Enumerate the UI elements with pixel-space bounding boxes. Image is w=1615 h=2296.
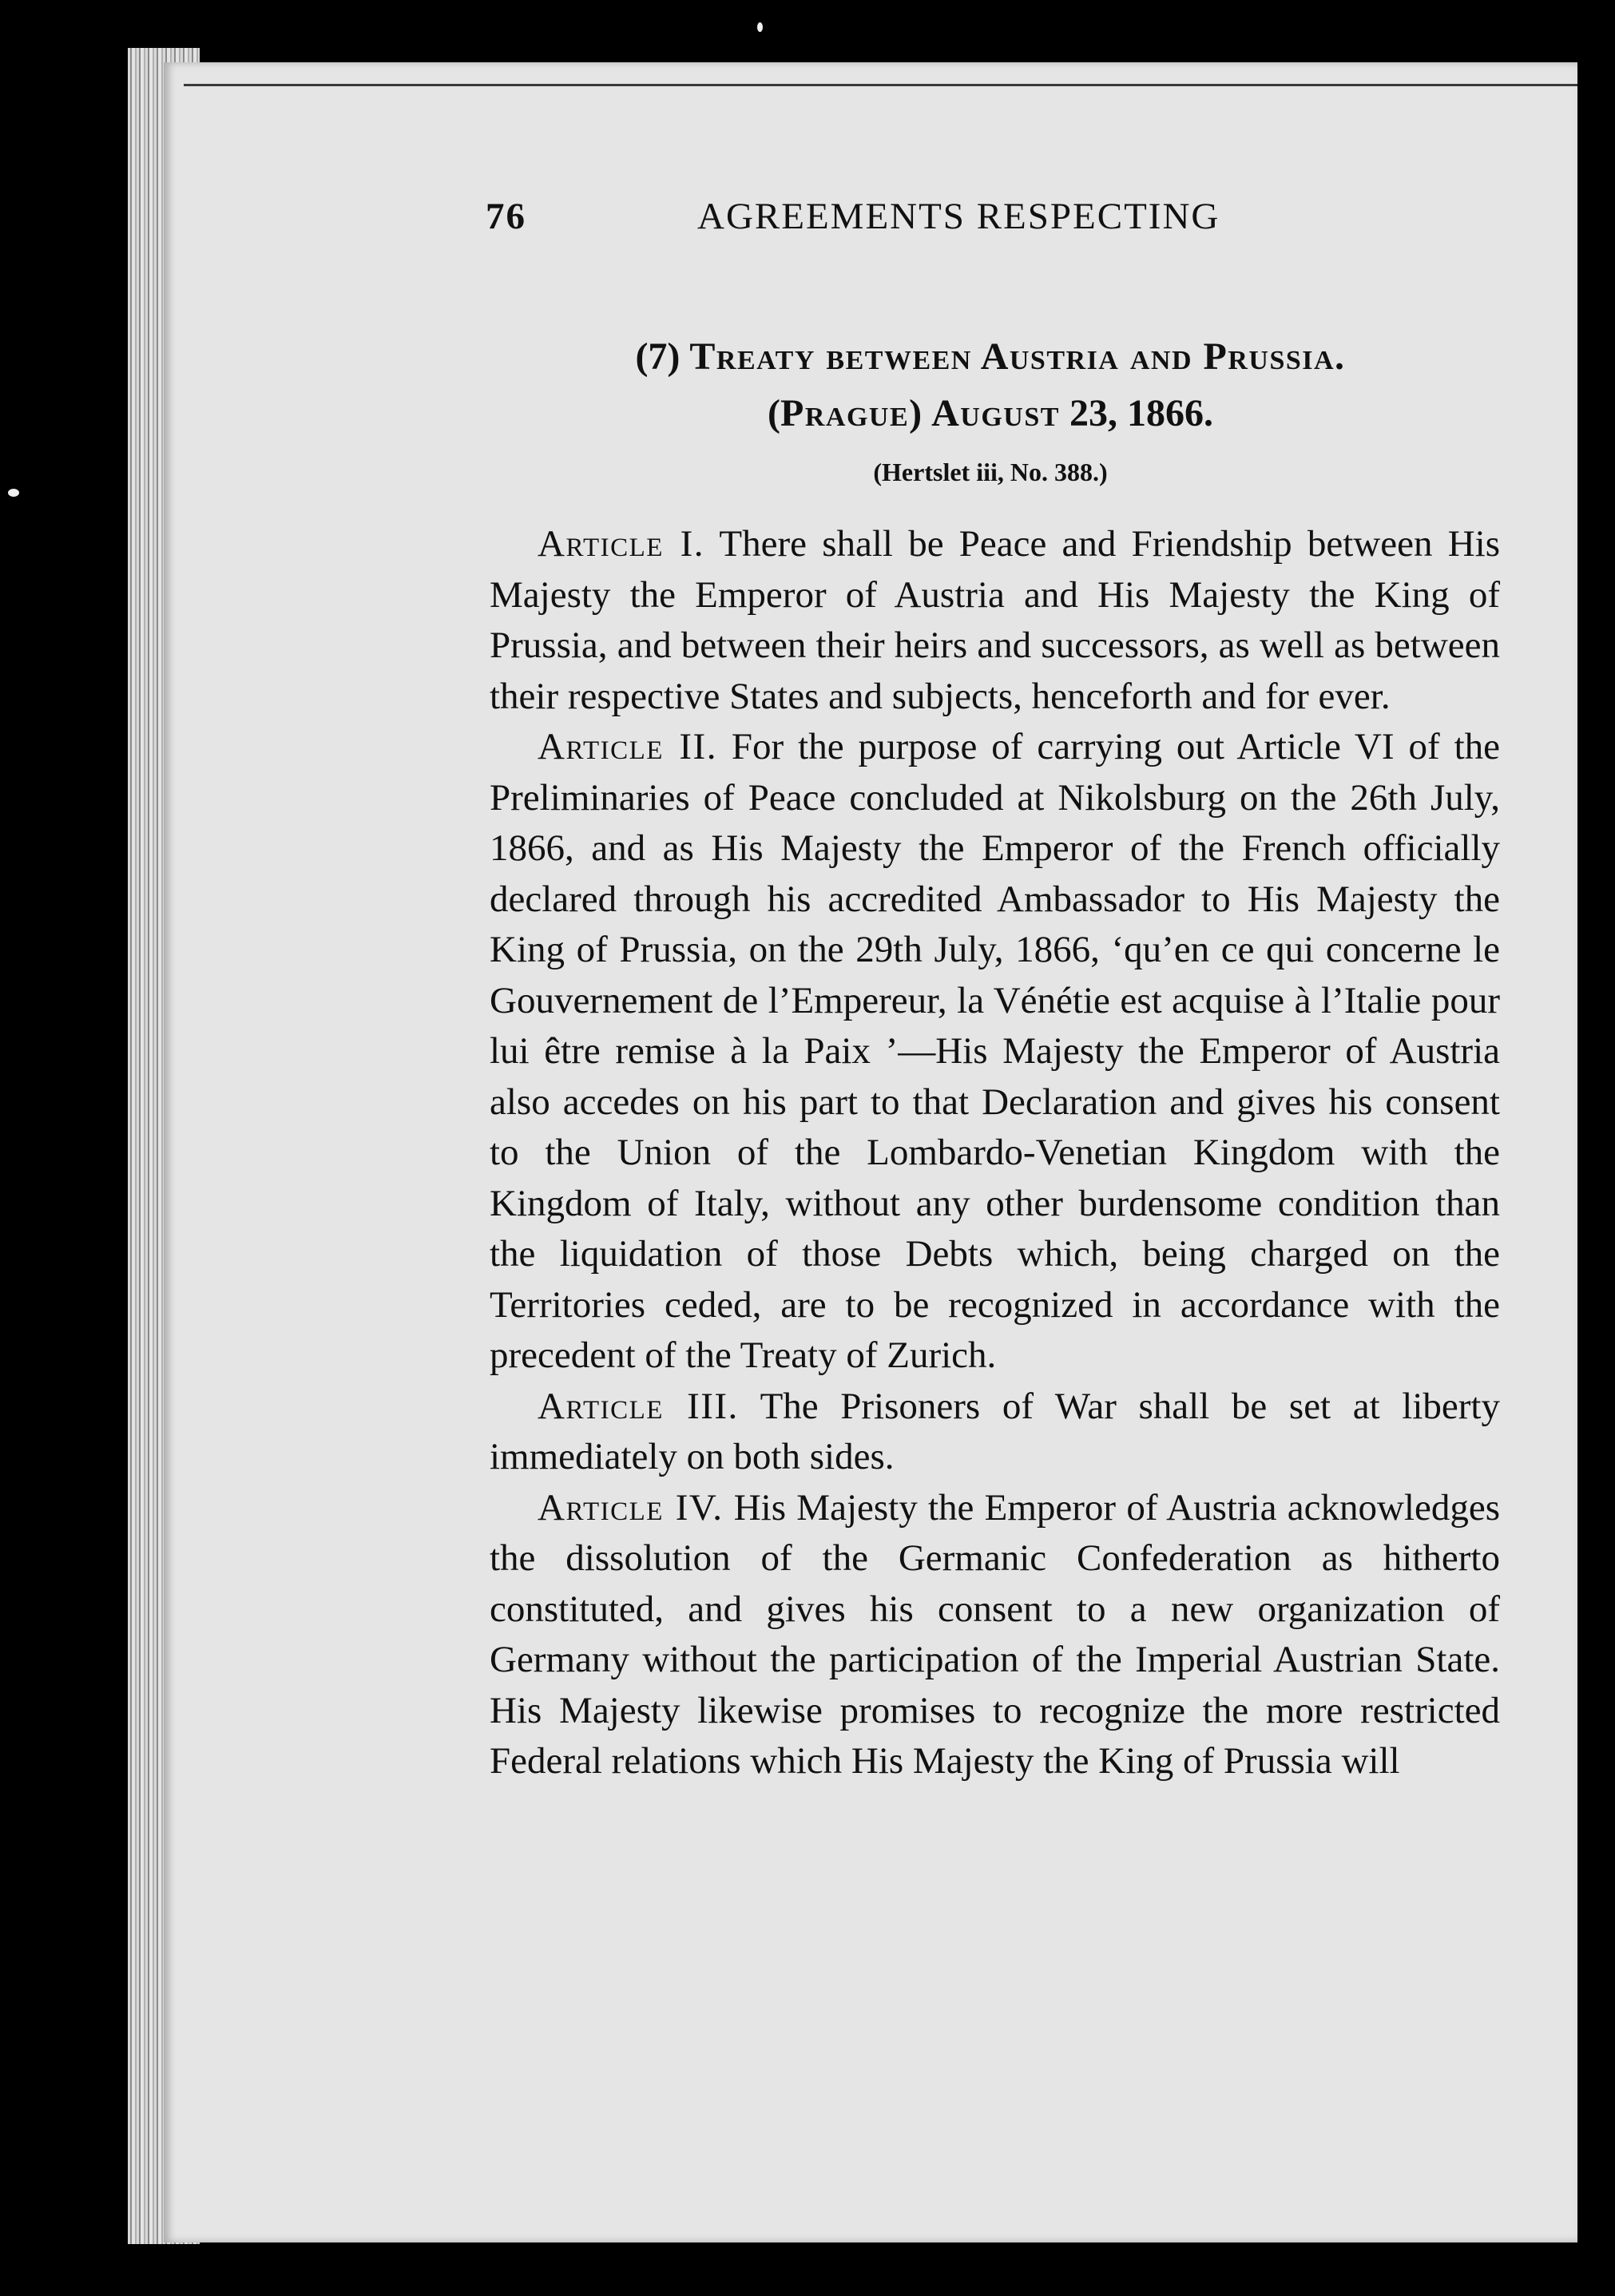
running-head — [486, 198, 1444, 236]
scan-speck — [757, 22, 763, 32]
treaty-date: 23, 1866. — [1059, 392, 1213, 434]
paren-close: ) — [909, 392, 932, 434]
treaty-title — [551, 335, 1430, 378]
treaty-month: August — [931, 392, 1060, 434]
treaty-place-date — [551, 392, 1430, 434]
article-label: Article I. — [538, 523, 705, 565]
page-top-rule — [184, 84, 1577, 86]
article-text: There shall be Peace and Friendship between His Majesty the Emperor of Austria and His Majesty the King of Prussia, and between their heirs and successors, as well as between their respective States and subjects, henceforth and for ever. — [490, 523, 1500, 717]
article-label: Article III. — [538, 1385, 739, 1427]
scan-speck — [8, 489, 19, 497]
treaty-place: Prague — [780, 392, 910, 434]
article-paragraph — [490, 1483, 1500, 1787]
treaty-text — [490, 519, 1500, 1787]
article-text: For the purpose of carrying out Article VI of the Preliminaries of Peace concluded at Nikolsburg on the 26th July, 1866, and as His Majesty the Emperor of the French officially declared through his accredited Ambassador to His Majesty the King of Prussia, on the 29th July, 1866, ‘qu’en ce qui concerne le Gouvernement de l’Empereur, la Vénétie est acquise à l’Italie pour lui être remise à la Paix ’—His Majesty the Emperor of Austria also accedes on his part to that Declaration and gives his consent to the Union of the Lombardo-Venetian Kingdom with the Kingdom of Italy, without any other burdensome condition than the liquidation of those Debts which, being charged on the Territories ceded, are to be recognized in accordance with the precedent of the Treaty of Zurich. — [490, 726, 1500, 1376]
article-text: The Prisoners of War shall be set at liberty immediately on both sides. — [490, 1385, 1500, 1477]
running-head-title: AGREEMENTS RESPECTING — [697, 196, 1220, 237]
article-paragraph — [490, 1382, 1500, 1483]
citation: (Hertslet iii, No. 388.) — [873, 458, 1108, 486]
article-text: His Majesty the Emperor of Austria acknowledges the dissolution of the Germanic Confederation as hitherto constituted, and gives his consent to a new organization of Germany without the participation of the Imperial Austrian State. His Majesty likewise promises to recognize the more restricted Federal relations which His Majesty the King of Prussia will — [490, 1486, 1500, 1782]
page-number: 76 — [486, 196, 526, 237]
paren-open: ( — [768, 392, 781, 434]
treaty-number: (7) — [635, 335, 690, 378]
treaty-name: Treaty between Austria and Prussia. — [689, 335, 1346, 378]
article-label: Article II. — [538, 726, 717, 767]
article-paragraph — [490, 519, 1500, 722]
article-label: Article IV. — [538, 1486, 724, 1529]
article-paragraph — [490, 722, 1500, 1382]
